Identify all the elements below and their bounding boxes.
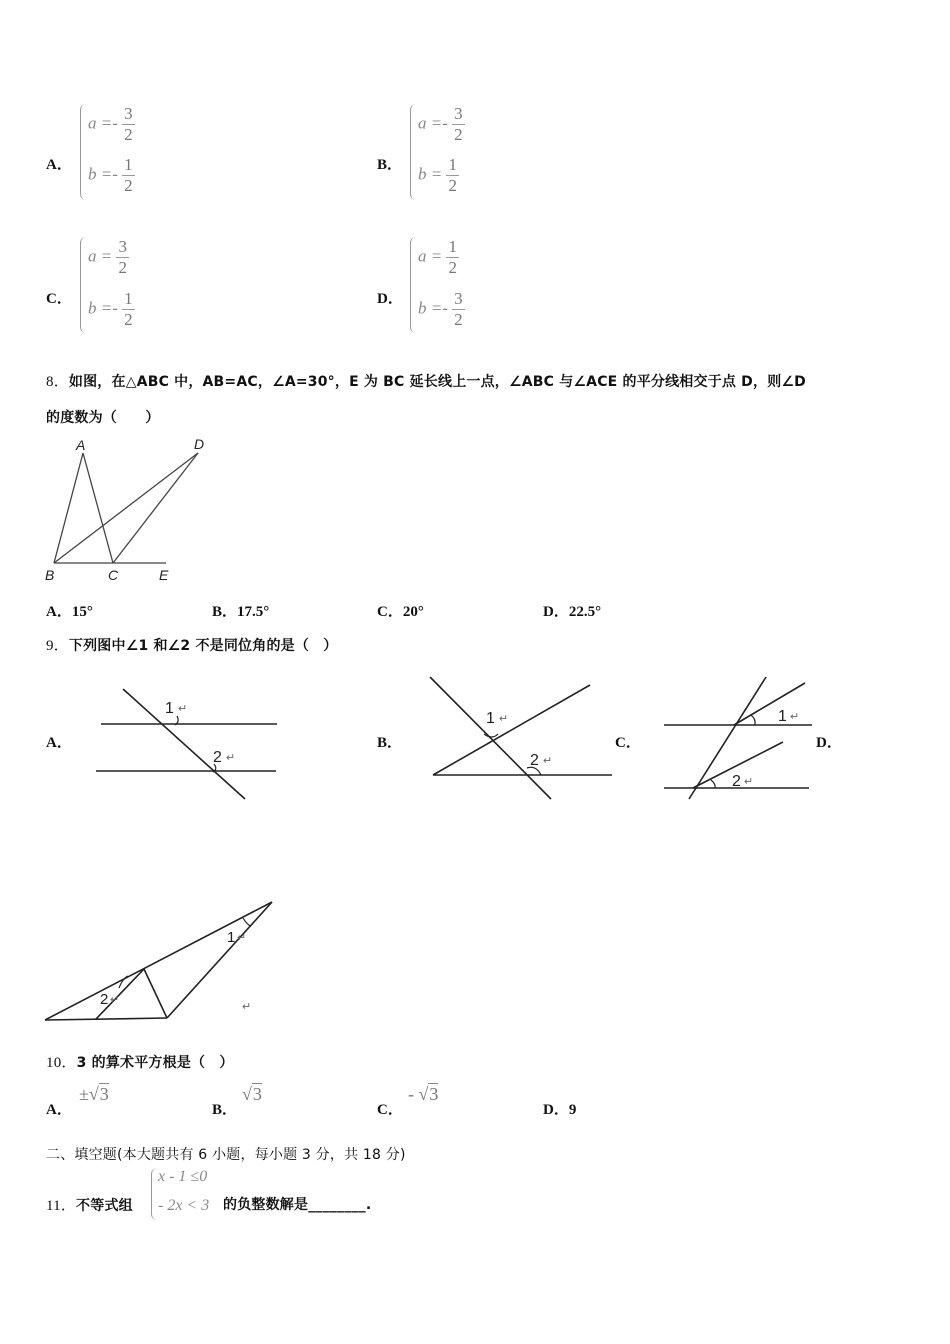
q8-triangle-figure bbox=[40, 432, 220, 587]
q7-d-brace bbox=[410, 237, 417, 333]
q7-c-brace bbox=[80, 237, 87, 333]
q7-b-line2: b = $\frac{1}{2}$ bbox=[418, 155, 457, 195]
q8-option-d[interactable]: D．22.5° bbox=[543, 604, 602, 620]
q9-b-angle2: 2 bbox=[530, 752, 539, 769]
q8-label-a: A bbox=[76, 437, 86, 453]
q9-b-mark2: ↵ bbox=[543, 755, 553, 767]
q7-a-line2: b =- $\frac{1}{2}$ bbox=[88, 155, 133, 195]
q9-figure-b bbox=[428, 674, 614, 802]
q8-option-c[interactable]: C．20° bbox=[377, 604, 424, 620]
q11-suffix: 的负整数解是________. bbox=[223, 1197, 372, 1213]
q9-d-angle1: 1 bbox=[227, 929, 236, 946]
q11-ineq1: x - 1 ≤0 bbox=[158, 1168, 208, 1185]
q11-brace bbox=[151, 1168, 158, 1220]
q8-label-c: C bbox=[108, 567, 119, 583]
q9-d-mark1: ↵ bbox=[237, 932, 247, 944]
q10-option-c-label[interactable]: C． bbox=[377, 1102, 403, 1118]
q10-option-b-label[interactable]: B． bbox=[212, 1102, 238, 1118]
q9-stem: 9．下列图中∠1 和∠2 不是同位角的是（ ） bbox=[46, 638, 338, 654]
q8-line1: 8．如图，在△ABC 中，AB=AC，∠A=30°，E 为 BC 延长线上一点，∠ABC 与∠ACE 的平分线相交于点 D，则∠D bbox=[46, 374, 806, 390]
q9-option-c-label[interactable]: C． bbox=[615, 735, 641, 751]
q9-a-mark1: ↵ bbox=[178, 703, 188, 715]
q7-option-a-label: A． bbox=[46, 157, 72, 173]
q9-b-angle1: 1 bbox=[486, 710, 495, 727]
q7-b-line1: a =- $\frac{3}{2}$ bbox=[418, 104, 463, 144]
q9-c-mark1: ↵ bbox=[790, 711, 800, 723]
q9-d-angle2: 2 bbox=[100, 991, 109, 1008]
q9-d-mark3: ↵ bbox=[242, 1001, 252, 1013]
q7-d-line1: a = $\frac{1}{2}$ bbox=[418, 237, 457, 277]
q9-a-angle1: 1 bbox=[165, 700, 174, 717]
q7-option-d-label: D． bbox=[377, 291, 403, 307]
q10-option-c-value: - √3 bbox=[408, 1084, 439, 1104]
q9-option-a-label[interactable]: A． bbox=[46, 735, 72, 751]
q8-option-a[interactable]: A．15° bbox=[46, 604, 93, 620]
q7-option-c-label: C． bbox=[46, 291, 72, 307]
q10-option-b-value: √3 bbox=[242, 1084, 262, 1104]
q7-a-brace bbox=[80, 104, 87, 200]
q8-label-e: E bbox=[159, 567, 169, 583]
q7-d-line2: b =- $\frac{3}{2}$ bbox=[418, 289, 463, 329]
q9-figure-c bbox=[660, 674, 816, 802]
q10-option-a-label[interactable]: A． bbox=[46, 1102, 72, 1118]
q9-c-mark2: ↵ bbox=[744, 776, 754, 788]
q10-stem: 10．3 的算术平方根是（ ） bbox=[46, 1055, 234, 1071]
q9-option-d-label[interactable]: D． bbox=[816, 735, 842, 751]
q7-c-line1: a = $\frac{3}{2}$ bbox=[88, 237, 127, 277]
q8-label-b: B bbox=[45, 567, 55, 583]
q8-label-d: D bbox=[194, 436, 205, 452]
q7-b-brace bbox=[410, 104, 417, 200]
q9-option-b-label[interactable]: B． bbox=[377, 735, 403, 751]
q10-option-a-value: ±√3 bbox=[79, 1084, 109, 1104]
q8-option-b[interactable]: B．17.5° bbox=[212, 604, 270, 620]
q8-line2: 的度数为（ ） bbox=[46, 410, 160, 426]
q10-option-d[interactable]: D．9 bbox=[543, 1102, 577, 1118]
q9-d-mark2: ↵ bbox=[110, 994, 120, 1006]
q9-figure-d bbox=[40, 892, 280, 1028]
q11-ineq2: - 2x < 3 bbox=[158, 1197, 210, 1214]
q9-b-mark1: ↵ bbox=[499, 713, 509, 725]
q7-option-b-label: B． bbox=[377, 157, 403, 173]
section2-title: 二、填空题(本大题共有 6 小题，每小题 3 分，共 18 分) bbox=[46, 1147, 406, 1163]
q9-figure-a bbox=[92, 680, 284, 804]
q9-c-angle2: 2 bbox=[732, 773, 741, 790]
q7-c-line2: b =- $\frac{1}{2}$ bbox=[88, 289, 133, 329]
q9-c-angle1: 1 bbox=[778, 708, 787, 725]
q11-blank[interactable]: ________ bbox=[308, 1197, 366, 1213]
q7-a-line1: a =- $\frac{3}{2}$ bbox=[88, 104, 133, 144]
q9-a-mark2: ↵ bbox=[226, 752, 236, 764]
q9-a-angle2: 2 bbox=[213, 749, 222, 766]
q11-prefix: 11．不等式组 bbox=[46, 1198, 133, 1214]
